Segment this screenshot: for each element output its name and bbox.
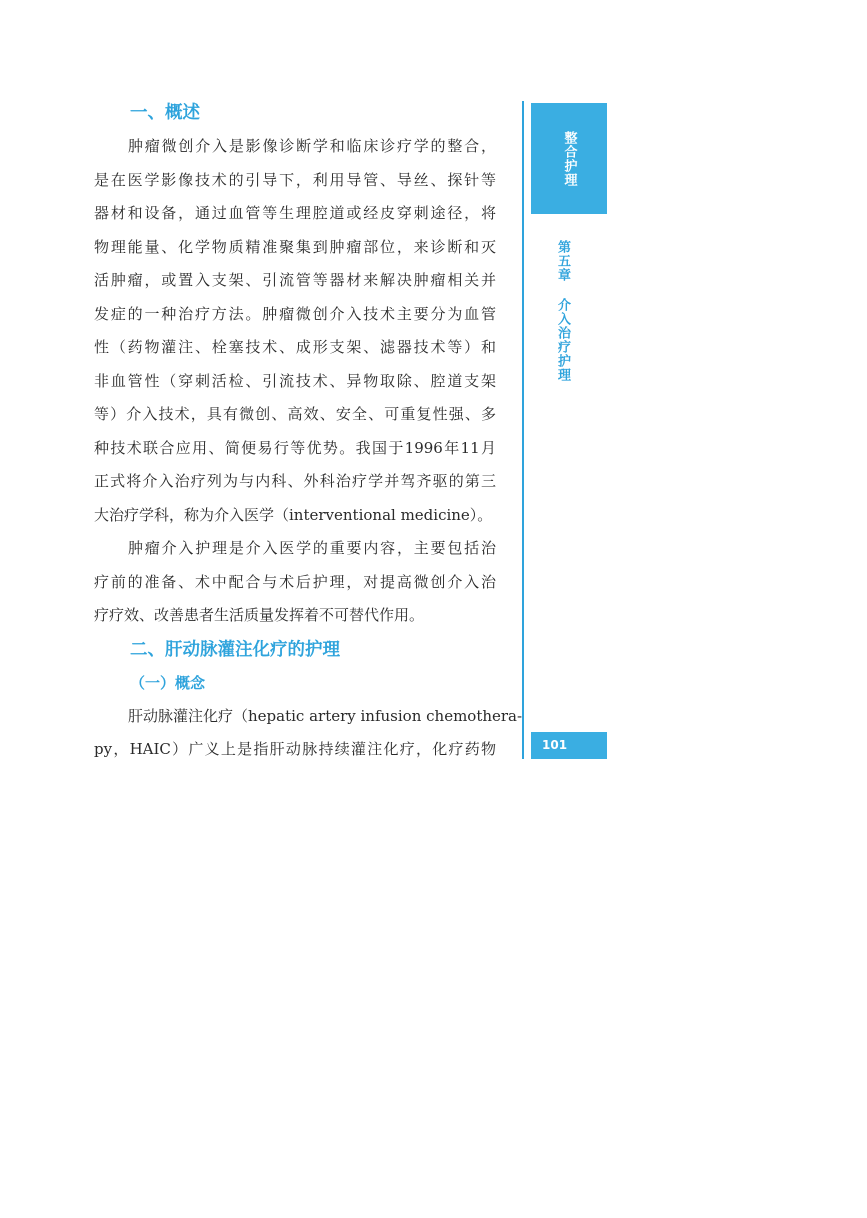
text-line: 疗前的准备、术中配合与术后护理，对提高微创介入治 — [94, 572, 496, 591]
subsection-heading-concept: （一）概念 — [130, 673, 206, 692]
text-line: 性（药物灌注、栓塞技术、成形支架、滤器技术等）和 — [94, 338, 496, 356]
page-number: 101 — [531, 732, 607, 759]
margin-divider — [522, 101, 524, 759]
chapter-title: 介入治疗护理 — [555, 298, 570, 382]
chapter-number: 第五章 — [555, 240, 570, 282]
text-line: 器材和设备，通过血管等生理腔道或经皮穿刺途径，将 — [94, 204, 496, 222]
text-line: py，HAIC）广义上是指肝动脉持续灌注化疗，化疗药物 — [94, 740, 496, 758]
text-line: 肿瘤微创介入是影像诊断学和临床诊疗学的整合， — [128, 137, 496, 155]
section-heading-overview: 一、概述 — [130, 103, 200, 123]
text-line: 是在医学影像技术的引导下，利用导管、导丝、探针等 — [94, 170, 496, 189]
main-content — [94, 96, 523, 767]
text-line: 活肿瘤，或置入支架、引流管等器材来解决肿瘤相关并 — [94, 271, 496, 289]
text-line: 正式将介入治疗列为与内科、外科治疗学并驾齐驱的第三 — [94, 472, 496, 490]
paragraph-overview — [94, 130, 496, 532]
section-heading-haic: 二、肝动脉灌注化疗的护理 — [130, 639, 340, 660]
text-line: 发症的一种治疗方法。肿瘤微创介入技术主要分为血管 — [94, 304, 496, 323]
paragraph-nursing — [94, 532, 496, 633]
text-line: 种技术联合应用、简便易行等优势。我国于1996年11月 — [94, 438, 496, 457]
sidebar-chapter-label — [554, 240, 570, 382]
text-line: 肝动脉灌注化疗（hepatic artery infusion chemothera- — [128, 706, 523, 725]
text-line: 疗疗效、改善患者生活质量发挥着不可替代作用。 — [94, 606, 425, 624]
text-line: 非血管性（穿刺活检、引流技术、异物取除、腔道支架 — [94, 371, 496, 390]
paragraph-haic-concept — [94, 700, 523, 767]
text-line: 大治疗学科，称为介入医学（interventional medicine）。 — [94, 505, 493, 524]
text-line: 等）介入技术，具有微创、高效、安全、可重复性强、多 — [94, 405, 496, 423]
sidebar-series-tab: 整合护理 — [531, 103, 607, 214]
text-line: 物理能量、化学物质精准聚集到肿瘤部位，来诊断和灭 — [94, 237, 496, 256]
text-line: 肿瘤介入护理是介入医学的重要内容，主要包括治 — [128, 539, 496, 557]
